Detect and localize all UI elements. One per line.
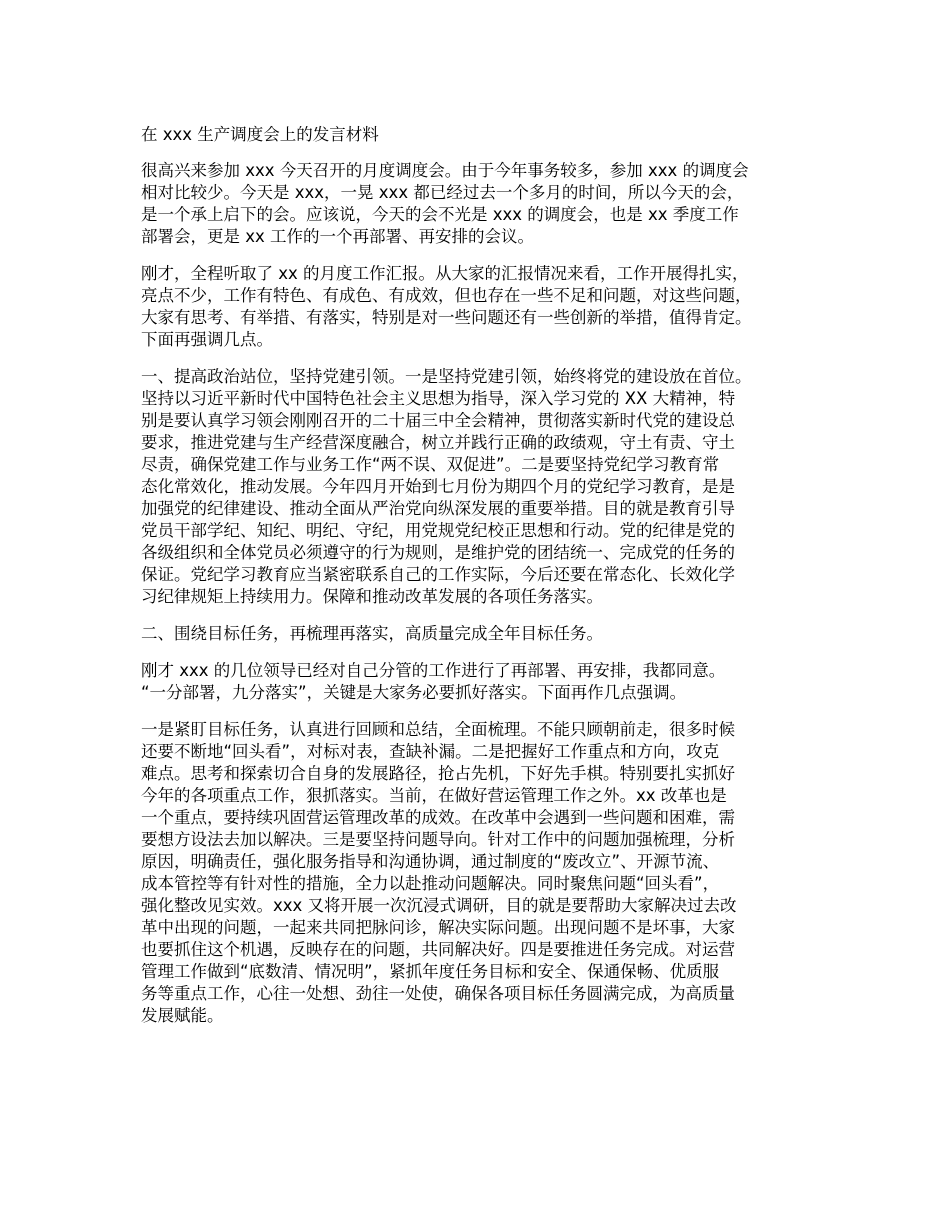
paragraph-line: 下面再强调几点。 <box>141 330 273 349</box>
paragraph-section-two-heading <box>141 623 829 645</box>
paragraph-section-one <box>141 366 829 608</box>
paragraph-review <box>141 263 829 351</box>
paragraph-line: 强化整改见实效。xxx 又将开展一次沉浸式调研，目的就是要帮助大家解决过去改 <box>141 896 737 915</box>
paragraph-line: 习纪律规矩上持续用力。保障和推动改革发展的各项任务落实。 <box>141 587 603 606</box>
paragraph-line: 原因，明确责任，强化服务指导和沟通协调，通过制度的“废改立”、开源节流、 <box>141 852 720 871</box>
paragraph-section-two-intro <box>141 660 829 704</box>
paragraph-section-two-body <box>141 719 829 1027</box>
paragraph-line: 很高兴来参加 xxx 今天召开的月度调度会。由于今年事务较多，参加 xxx 的调度会 <box>141 161 749 180</box>
paragraph-line: 务等重点工作，心往一处想、劲往一处使，确保各项目标任务圆满完成，为高质量 <box>141 984 735 1003</box>
paragraph-line: 党员干部学纪、知纪、明纪、守纪，用党规党纪校正思想和行动。党的纪律是党的 <box>141 521 735 540</box>
document-page <box>141 124 829 1042</box>
document-title: 在 xxx 生产调度会上的发言材料 <box>141 125 379 144</box>
paragraph-line: 大家有思考、有举措、有落实，特别是对一些问题还有一些创新的举措，值得肯定。 <box>141 308 752 327</box>
paragraph-line: 一、提高政治站位，坚持党建引领。一是坚持党建引领，始终将党的建设放在首位。 <box>141 367 752 386</box>
paragraph-line: 也要抓住这个机遇，反映存在的问题，共同解决好。四是要推进任务完成。对运营 <box>141 940 735 959</box>
paragraph-line: 刚才 xxx 的几位领导已经对自己分管的工作进行了再部署、再安排，我都同意。 <box>141 661 726 680</box>
paragraph-line: 要求，推进党建与生产经营深度融合，树立并践行正确的政绩观，守土有责、守土 <box>141 433 735 452</box>
paragraph-line: 还要不断地“回头看”，对标对表，查缺补漏。二是把握好工作重点和方向，攻克 <box>141 742 720 761</box>
paragraph-line: 难点。思考和探索切合自身的发展路径，抢占先机，下好先手棋。特别要扎实抓好 <box>141 764 735 783</box>
paragraph-line: 态化常效化，推动发展。今年四月开始到七月份为期四个月的党纪学习教育，是是 <box>141 477 735 496</box>
paragraph-line: 革中出现的问题，一起来共同把脉问诊，解决实际问题。出现问题不是坏事，大家 <box>141 918 735 937</box>
paragraph-line: 坚持以习近平新时代中国特色社会主义思想为指导，深入学习党的 XX 大精神，特 <box>141 389 736 408</box>
paragraph-line: 要想方设法去加以解决。三是要坚持问题导向。针对工作中的问题加强梳理，分析 <box>141 830 735 849</box>
paragraph-line: 保证。党纪学习教育应当紧密联系自己的工作实际，今后还要在常态化、长效化学 <box>141 565 735 584</box>
paragraph-line: 管理工作做到“底数清、情况明”，紧抓年度任务目标和安全、保通保畅、优质服 <box>141 962 720 981</box>
paragraph-intro <box>141 160 829 248</box>
paragraph-line: 刚才，全程听取了 xx 的月度工作汇报。从大家的汇报情况来看，工作开展得扎实， <box>141 264 749 283</box>
paragraph-line: 别是要认真学习领会刚刚召开的二十届三中全会精神，贯彻落实新时代党的建设总 <box>141 411 735 430</box>
paragraph-line: 今年的各项重点工作，狠抓落实。当前，在做好营运管理工作之外。xx 改革也是 <box>141 786 727 805</box>
paragraph-line: 一个重点，要持续巩固营运管理改革的成效。在改革中会遇到一些问题和困难，需 <box>141 808 735 827</box>
paragraph-line: 二、围绕目标任务，再梳理再落实，高质量完成全年目标任务。 <box>141 624 603 643</box>
paragraph-line: 部署会，更是 xx 工作的一个再部署、再安排的会议。 <box>141 227 535 246</box>
paragraph-line: 尽责，确保党建工作与业务工作“两不误、双促进”。二是要坚持党纪学习教育常 <box>141 455 720 474</box>
paragraph-line: 是一个承上启下的会。应该说，今天的会不光是 xxx 的调度会，也是 xx 季度工作 <box>141 205 739 224</box>
paragraph-line: 相对比较少。今天是 xxx，一晃 xxx 都已经过去一个多月的时间，所以今天的会， <box>141 183 744 202</box>
paragraph-line: 亮点不少，工作有特色、有成色、有成效，但也存在一些不足和问题，对这些问题， <box>141 286 752 305</box>
paragraph-line: 成本管控等有针对性的措施，全力以赴推动问题解决。同时聚焦问题“回头看”， <box>141 874 720 893</box>
paragraph-line: 各级组织和全体党员必须遵守的行为规则，是维护党的团结统一、完成党的任务的 <box>141 543 735 562</box>
paragraph-line: “一分部署，九分落实”，关键是大家务必要抓好落实。下面再作几点强调。 <box>141 683 687 702</box>
paragraph-line: 加强党的纪律建设、推动全面从严治党向纵深发展的重要举措。目的就是教育引导 <box>141 499 735 518</box>
paragraph-line: 发展赋能。 <box>141 1006 224 1025</box>
paragraph-line: 一是紧盯目标任务，认真进行回顾和总结，全面梳理。不能只顾朝前走，很多时候 <box>141 720 735 739</box>
